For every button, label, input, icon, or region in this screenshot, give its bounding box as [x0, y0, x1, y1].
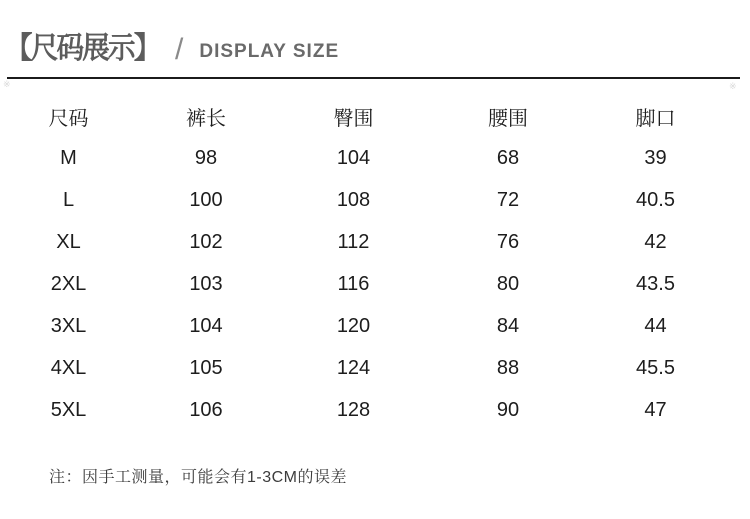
value-cell: 98 [194, 146, 218, 169]
column-header-pants-length: 裤长 [186, 107, 226, 130]
page-title-english: DISPLAY SIZE [199, 41, 340, 62]
page-title-chinese: 【尺码展示】 [5, 32, 160, 65]
value-cell: 108 [336, 188, 371, 211]
size-label: 5XL [50, 398, 87, 421]
value-cell: 88 [496, 356, 520, 379]
size-label: 4XL [50, 356, 87, 379]
value-cell: 120 [336, 314, 371, 337]
value-cell: 84 [496, 314, 520, 337]
value-cell: 42 [644, 230, 667, 253]
value-cell: 47 [644, 398, 667, 421]
size-label: M [60, 146, 77, 169]
table-row-xl [0, 221, 727, 263]
column-header-leg-opening: 脚口 [635, 107, 676, 130]
value-cell: 76 [496, 230, 520, 253]
header-divider-line [7, 77, 740, 79]
size-label: L [62, 188, 75, 211]
value-cell: 112 [337, 230, 370, 253]
column-header-size: 尺码 [48, 107, 89, 130]
table-header-row [0, 95, 727, 137]
value-cell: 90 [496, 398, 520, 421]
value-cell: 105 [189, 356, 223, 379]
faint-watermark-left: ※ [3, 79, 11, 89]
value-cell: 106 [189, 398, 223, 421]
size-table [0, 95, 727, 431]
table-row-2xl [0, 263, 727, 305]
value-cell: 80 [496, 272, 520, 295]
size-label: 3XL [50, 314, 87, 337]
value-cell: 124 [336, 356, 371, 379]
value-cell: 45.5 [636, 356, 675, 379]
value-cell: 43.5 [636, 272, 675, 295]
value-cell: 104 [336, 146, 371, 169]
title-separator-slash: / [175, 33, 184, 66]
value-cell: 128 [336, 398, 371, 421]
value-cell: 39 [644, 146, 667, 169]
value-cell: 116 [337, 272, 370, 295]
value-cell: 102 [189, 230, 223, 253]
value-cell: 100 [189, 188, 223, 211]
size-label: XL [56, 230, 81, 253]
table-row-3xl [0, 305, 727, 347]
value-cell: 72 [496, 188, 520, 211]
measurement-tolerance-note: 注：因手工测量，可能会有1-3CM的误差 [49, 469, 348, 486]
faint-watermark-right: ※ [729, 81, 737, 91]
value-cell: 68 [496, 146, 520, 169]
value-cell: 103 [189, 272, 223, 295]
column-header-waist: 腰围 [488, 107, 528, 130]
value-cell: 40.5 [636, 188, 675, 211]
table-row-5xl [0, 389, 727, 431]
column-header-hip: 臀围 [333, 107, 374, 130]
page-header [5, 30, 339, 68]
table-row-m [0, 137, 727, 179]
size-label: 2XL [50, 272, 87, 295]
table-row-l [0, 179, 727, 221]
table-row-4xl [0, 347, 727, 389]
value-cell: 44 [644, 314, 667, 337]
value-cell: 104 [189, 314, 223, 337]
